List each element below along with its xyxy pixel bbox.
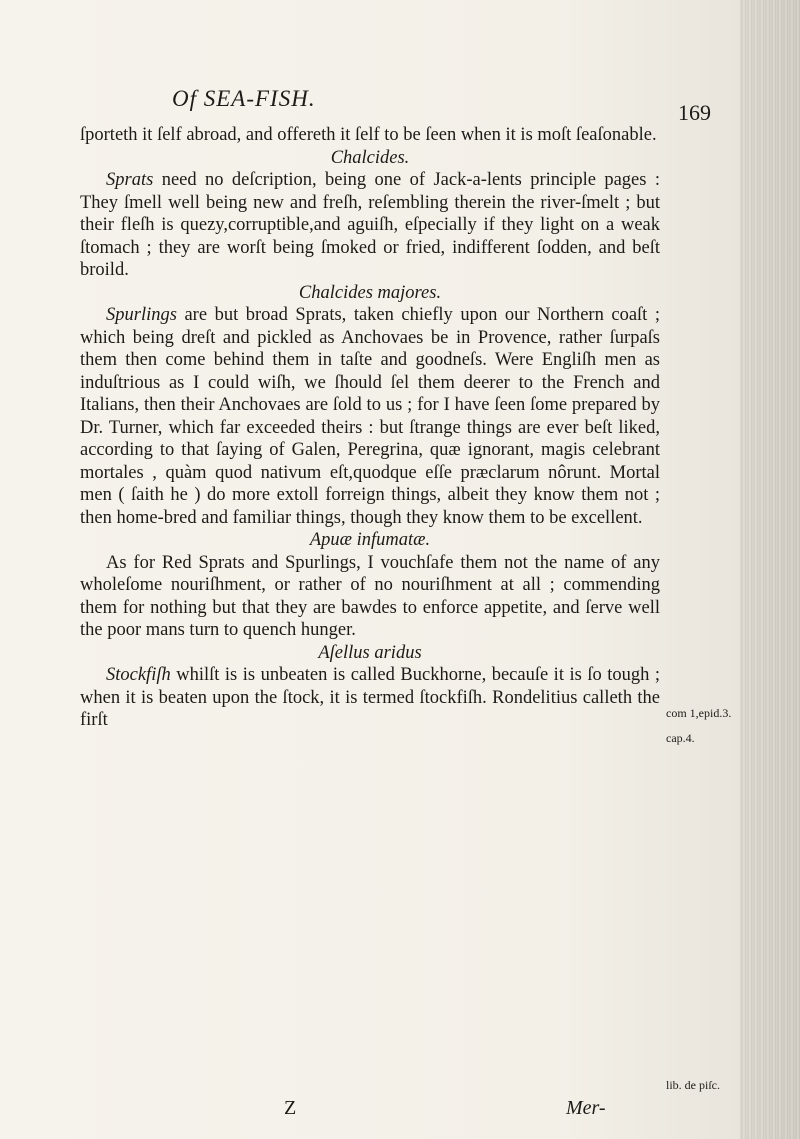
lead-word: Spurlings — [106, 305, 177, 325]
page-edge — [740, 0, 800, 1139]
body-text — [80, 124, 660, 732]
section-heading-chalcides: Chalcides. — [330, 147, 410, 168]
lead-word: Stockfiſh — [106, 665, 171, 685]
paragraph-spurlings — [80, 304, 660, 529]
paragraph-stockfish — [80, 664, 660, 732]
signature-mark: Z — [284, 1097, 297, 1119]
page-header — [172, 86, 632, 126]
section-heading-chalcides-majores: Chalcides majores. — [298, 282, 442, 303]
paragraph-continuation: ſporteth it ſelf abroad, and offereth it ſelf to be ſeen when it is moſt ſeaſonable. — [80, 125, 657, 145]
paragraph-sprats — [80, 169, 660, 282]
page-number: 169 — [678, 100, 711, 125]
margin-note: com 1,epid.3. — [666, 706, 732, 720]
catchword: Mer- — [566, 1097, 606, 1119]
paragraph-text: are but broad Sprats, taken chiefly upon our Northern coaſt ; which being dreſt and pickled as Anchovaes be in Provence, rather ſurpaſs them then come behind them in taſte and goodneſs. Were Engliſh men as induſtrious as I could wiſh, we ſhould ſel them deerer to the French and Italians, then their Anchovaes are ſold to us ; for I have ſeen ſome prepared by Dr. Turner, which far exceeded theirs : but ſtrange things are ever beſt liked, according to that ſaying of Galen, Peregrina, quæ ignorant, magis celebrant mortales , quàm quod nativum eſt,quodque eſſe præclarum nôrunt. Mortal men ( ſaith he ) do more extoll forreign things, albeit they know them not ; then home-bred and familiar things, though they know them to be excellent. — [80, 305, 660, 528]
section-heading-asellus: Aſellus aridus — [318, 642, 422, 663]
paragraph-text: need no deſcription, being one of Jack-a-lents principle pages : They ſmell well being new and freſh, reſembling therein the river-ſmelt ; but their fleſh is quezy,corruptible,and aguiſh, eſpecially if they light on a weak ſtomach ; they are worſt being ſmoked or fried, indifferent ſodden, and beſt broild. — [80, 170, 660, 280]
margin-note: cap.4. — [666, 731, 695, 745]
section-heading-apuae: Apuæ infumatæ. — [309, 530, 431, 550]
lead-word: Sprats — [106, 170, 154, 190]
margin-note: lib. de piſc. — [666, 1078, 720, 1092]
running-head: Of SEA-FISH. — [172, 86, 316, 111]
paragraph-text: whilſt is is unbeaten is called Buckhorne, becauſe it is ſo tough ; when it is beaten upon the ſtock, it is termed ſtockfiſh. Rondelitius calleth the firſt — [80, 665, 660, 730]
paragraph-red-sprats: As for Red Sprats and Spurlings, I vouchſafe them not the name of any wholeſome nouriſhment, or rather of no nouriſhment at all ; commending them for nothing but that they are bawdes to enforce appetite, and ſerve well the poor mans turn to quench hunger. — [80, 552, 660, 640]
